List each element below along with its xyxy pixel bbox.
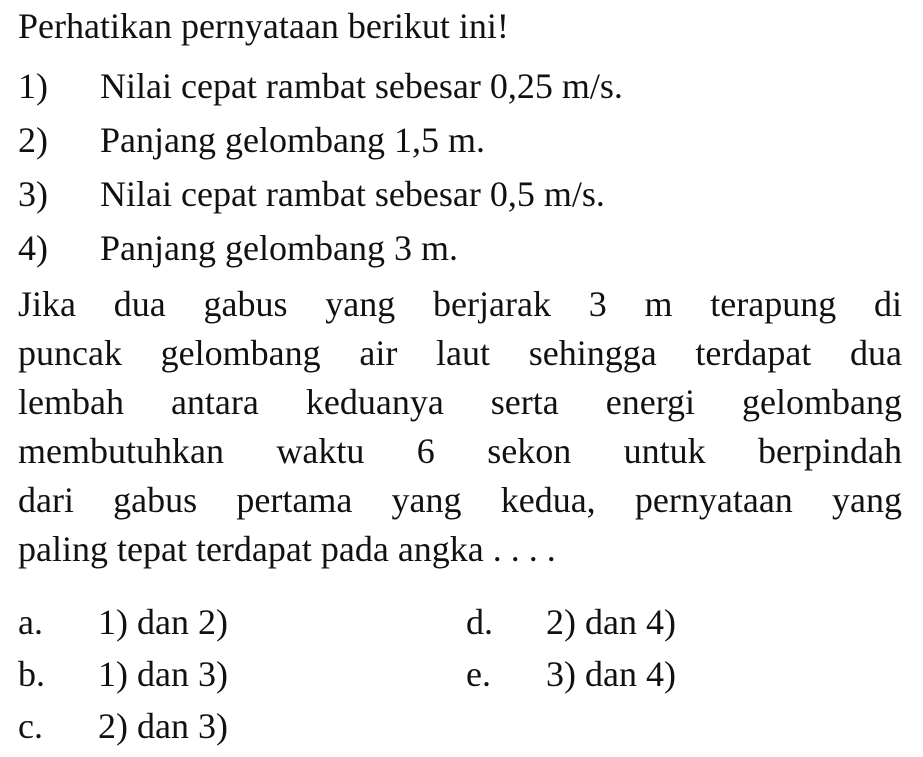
option-letter: d. (466, 602, 493, 642)
option-letter: a. (18, 602, 43, 642)
option-letter: b. (18, 654, 45, 694)
option-text: 3) dan 4) (546, 654, 676, 694)
option-text: 2) dan 4) (546, 602, 676, 642)
question-paragraph (18, 280, 902, 574)
paragraph-line: membutuhkan waktu 6 sekon untuk berpindah (18, 431, 902, 471)
statement-2 (18, 118, 485, 162)
question-intro: Perhatikan pernyataan berikut ini! (18, 6, 509, 46)
statement-1 (18, 64, 623, 108)
paragraph-line: lembah antara keduanya serta energi gelombang (18, 382, 902, 422)
statement-number: 4) (18, 228, 48, 268)
option-letter: c. (18, 706, 43, 746)
option-text: 2) dan 3) (98, 706, 228, 746)
option-b[interactable] (18, 652, 228, 696)
statement-number: 2) (18, 120, 48, 160)
option-e[interactable] (466, 652, 676, 696)
statement-number: 3) (18, 174, 48, 214)
option-text: 1) dan 2) (98, 602, 228, 642)
statement-3 (18, 172, 605, 216)
statement-number: 1) (18, 66, 48, 106)
option-d[interactable] (466, 600, 676, 644)
option-letter: e. (466, 654, 491, 694)
statement-text: Nilai cepat rambat sebesar 0,5 m/s. (100, 174, 605, 214)
paragraph-line: puncak gelombang air laut sehingga terdapat dua (18, 333, 902, 373)
statement-text: Panjang gelombang 3 m. (100, 228, 458, 268)
option-c[interactable] (18, 704, 228, 748)
option-a[interactable] (18, 600, 228, 644)
paragraph-line: Jika dua gabus yang berjarak 3 m terapung di (18, 284, 902, 324)
statement-text: Nilai cepat rambat sebesar 0,25 m/s. (100, 66, 623, 106)
statement-text: Panjang gelombang 1,5 m. (100, 120, 485, 160)
option-text: 1) dan 3) (98, 654, 228, 694)
statement-4 (18, 226, 458, 270)
paragraph-line: dari gabus pertama yang kedua, pernyataan yang (18, 480, 902, 520)
paragraph-line: paling tepat terdapat pada angka . . . . (18, 529, 556, 569)
